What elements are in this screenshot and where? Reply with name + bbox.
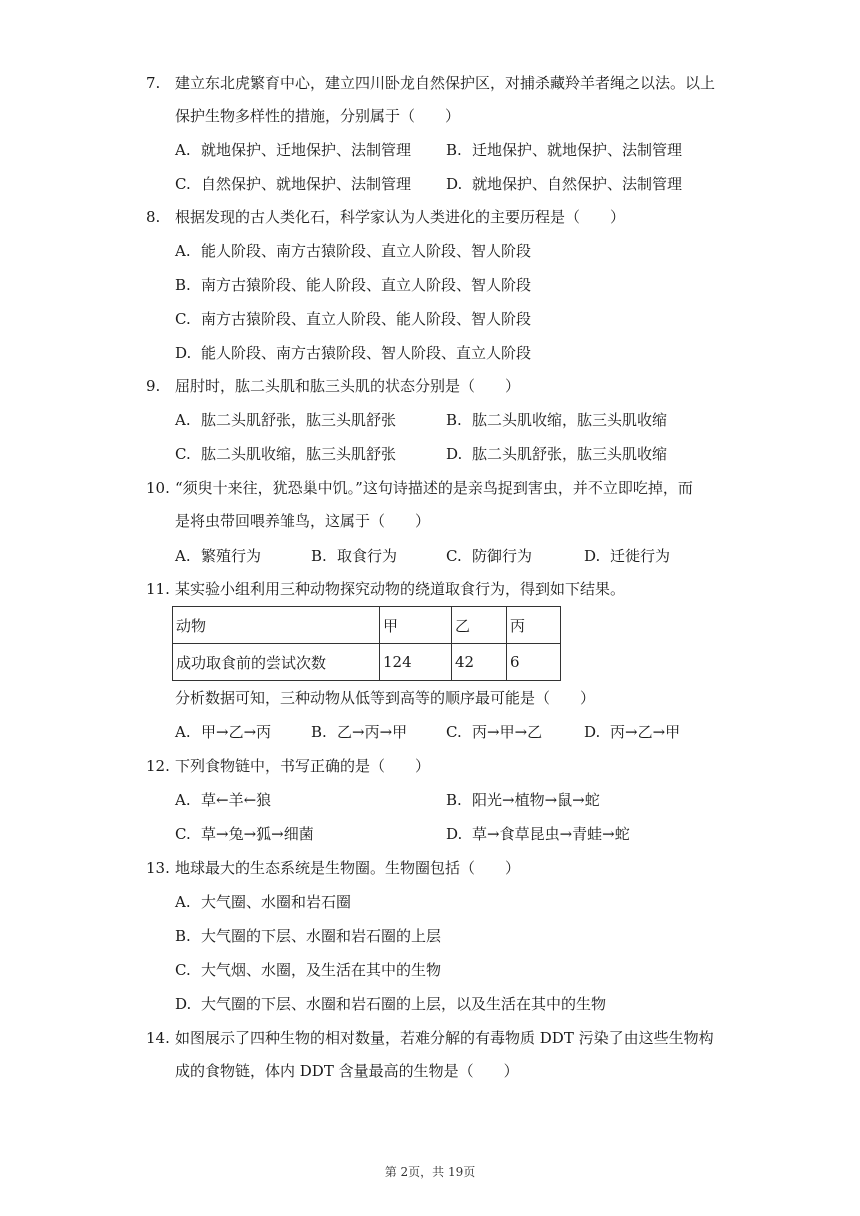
option-b[interactable]: B. 阳光→植物→鼠→蛇 xyxy=(446,791,600,809)
table-cell: 成功取食前的尝试次数 xyxy=(173,644,380,681)
table-cell: 甲 xyxy=(380,607,452,644)
option-d[interactable]: D. 丙→乙→甲 xyxy=(584,723,681,741)
question-number: 8. xyxy=(146,208,161,226)
option-b[interactable]: B. 南方古猿阶段、能人阶段、直立人阶段、智人阶段 xyxy=(175,276,532,294)
question-text: 某实验小组利用三种动物探究动物的绕道取食行为，得到如下结果。 xyxy=(175,580,626,598)
option-c[interactable]: C. 丙→甲→乙 xyxy=(446,723,543,741)
table-row xyxy=(173,644,561,681)
option-c[interactable]: C. 南方古猿阶段、直立人阶段、能人阶段、智人阶段 xyxy=(175,310,532,328)
option-b[interactable]: B. 肱二头肌收缩，肱三头肌收缩 xyxy=(446,411,668,429)
option-a[interactable]: A. 繁殖行为 xyxy=(175,547,262,565)
question-number: 10. xyxy=(146,479,170,497)
option-b[interactable]: B. 取食行为 xyxy=(311,547,398,565)
question-text: 成的食物链，体内 DDT 含量最高的生物是（ ） xyxy=(175,1062,519,1080)
question-text: “须臾十来往，犹恐巢中饥。”这句诗描述的是亲鸟捉到害虫，并不立即吃掉，而 xyxy=(175,479,693,497)
option-a[interactable]: A. 就地保护、迁地保护、法制管理 xyxy=(175,141,412,159)
question-number: 13. xyxy=(146,859,170,877)
question-text: 屈肘时，肱二头肌和肱三头肌的状态分别是（ ） xyxy=(175,377,521,395)
page-footer: 第 2页，共 19页 xyxy=(384,1165,476,1179)
question-number: 12. xyxy=(146,757,170,775)
question-text: 是将虫带回喂养雏鸟，这属于（ ） xyxy=(175,512,431,530)
option-a[interactable]: A. 大气圈、水圈和岩石圈 xyxy=(175,893,352,911)
option-d[interactable]: D. 肱二头肌舒张，肱三头肌收缩 xyxy=(446,445,668,463)
option-a[interactable]: A. 能人阶段、南方古猿阶段、直立人阶段、智人阶段 xyxy=(175,242,532,260)
question-text: 建立东北虎繁育中心，建立四川卧龙自然保护区，对捕杀藏羚羊者绳之以法。以上 xyxy=(175,74,716,92)
results-table xyxy=(172,606,561,681)
question-number: 9. xyxy=(146,377,161,395)
option-b[interactable]: B. 迁地保护、就地保护、法制管理 xyxy=(446,141,683,159)
option-a[interactable]: A. 草←羊←狼 xyxy=(175,791,272,809)
table-cell: 6 xyxy=(507,644,561,681)
question-text: 如图展示了四种生物的相对数量，若难分解的有毒物质 DDT 污染了由这些生物构 xyxy=(175,1029,714,1047)
option-d[interactable]: D. 迁徙行为 xyxy=(584,547,671,565)
option-b[interactable]: B. 乙→丙→甲 xyxy=(311,723,408,741)
question-text: 分析数据可知，三种动物从低等到高等的顺序最可能是（ ） xyxy=(175,689,596,707)
option-c[interactable]: C. 大气烟、水圈，及生活在其中的生物 xyxy=(175,961,442,979)
question-text: 地球最大的生态系统是生物圈。生物圈包括（ ） xyxy=(175,859,521,877)
option-c[interactable]: C. 自然保护、就地保护、法制管理 xyxy=(175,175,412,193)
question-number: 14. xyxy=(146,1029,170,1047)
question-number: 7. xyxy=(146,74,161,92)
option-c[interactable]: C. 草→兔→狐→细菌 xyxy=(175,825,314,843)
question-text: 下列食物链中，书写正确的是（ ） xyxy=(175,757,431,775)
question-number: 11. xyxy=(146,580,170,598)
table-cell: 动物 xyxy=(173,607,380,644)
table-header-row xyxy=(173,607,561,644)
question-text: 根据发现的古人类化石，科学家认为人类进化的主要历程是（ ） xyxy=(175,208,626,226)
option-d[interactable]: D. 就地保护、自然保护、法制管理 xyxy=(446,175,683,193)
table-cell: 丙 xyxy=(507,607,561,644)
option-b[interactable]: B. 大气圈的下层、水圈和岩石圈的上层 xyxy=(175,927,442,945)
option-d[interactable]: D. 能人阶段、南方古猿阶段、智人阶段、直立人阶段 xyxy=(175,344,532,362)
option-d[interactable]: D. 草→食草昆虫→青蛙→蛇 xyxy=(446,825,630,843)
option-d[interactable]: D. 大气圈的下层、水圈和岩石圈的上层，以及生活在其中的生物 xyxy=(175,995,607,1013)
question-text: 保护生物多样性的措施，分别属于（ ） xyxy=(175,107,461,125)
option-c[interactable]: C. 防御行为 xyxy=(446,547,533,565)
table-cell: 124 xyxy=(380,644,452,681)
option-a[interactable]: A. 肱二头肌舒张，肱三头肌舒张 xyxy=(175,411,397,429)
option-a[interactable]: A. 甲→乙→丙 xyxy=(175,723,272,741)
option-c[interactable]: C. 肱二头肌收缩，肱三头肌舒张 xyxy=(175,445,397,463)
table-cell: 乙 xyxy=(452,607,507,644)
table-cell: 42 xyxy=(452,644,507,681)
